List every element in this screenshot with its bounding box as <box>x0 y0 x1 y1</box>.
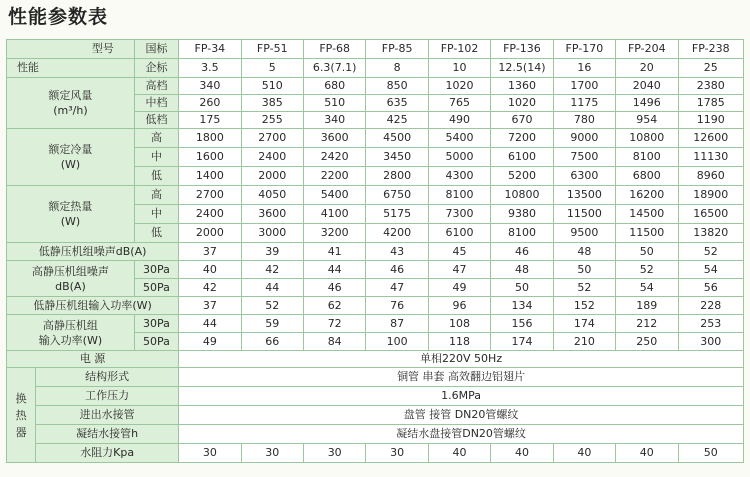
value-cell: 40 <box>428 444 490 463</box>
table-row <box>7 297 744 315</box>
heating-label-line2: (W) <box>60 215 81 228</box>
value-cell: 44 <box>303 261 365 279</box>
value-cell: 7200 <box>491 129 553 148</box>
level-high: 高 <box>134 186 178 205</box>
table-row <box>7 129 744 148</box>
table-row <box>7 59 744 78</box>
value-cell: 134 <box>491 297 553 315</box>
value-cell: 50 <box>678 444 743 463</box>
value-cell: 255 <box>241 112 303 129</box>
power-high-label-line2: 输入功率(W) <box>38 333 103 347</box>
value-cell: 189 <box>616 297 678 315</box>
power-supply-label: 电 源 <box>7 351 179 368</box>
value-cell: 9000 <box>553 129 615 148</box>
value-cell: 13820 <box>678 224 743 243</box>
level-low: 低 <box>134 167 178 186</box>
value-cell: 100 <box>366 333 428 351</box>
value-cell: 6100 <box>491 148 553 167</box>
gb-label: 国标 <box>134 40 178 59</box>
value-cell: 42 <box>241 261 303 279</box>
level-mid: 中 <box>134 148 178 167</box>
value-cell: 9380 <box>491 205 553 224</box>
value-cell: FP-85 <box>366 40 428 59</box>
level-high: 高 <box>134 129 178 148</box>
power-supply-value: 单相220V 50Hz <box>179 351 744 368</box>
pressure-50pa: 50Pa <box>134 279 178 297</box>
value-cell: 12.5(14) <box>491 59 553 78</box>
value-cell: 52 <box>678 243 743 261</box>
value-cell: 250 <box>616 333 678 351</box>
value-cell: 1020 <box>428 78 490 95</box>
value-cell: 13500 <box>553 186 615 205</box>
hx-structure-label: 结构形式 <box>36 368 179 387</box>
pressure-50pa: 50Pa <box>134 333 178 351</box>
value-cell: 40 <box>491 444 553 463</box>
table-row <box>7 387 744 406</box>
value-cell: 46 <box>491 243 553 261</box>
hx-drain-label: 凝结水接管h <box>36 425 179 444</box>
value-cell: 46 <box>303 279 365 297</box>
value-cell: 40 <box>553 444 615 463</box>
value-cell: 44 <box>241 279 303 297</box>
hx-group-text: 换热器 <box>15 391 27 439</box>
value-cell: 2800 <box>366 167 428 186</box>
value-cell: 175 <box>179 112 241 129</box>
value-cell: 228 <box>678 297 743 315</box>
value-cell: 40 <box>179 261 241 279</box>
hx-structure-value: 铜管 串套 高效翻边铝翅片 <box>179 368 744 387</box>
value-cell: 2380 <box>678 78 743 95</box>
hx-pipe-value: 盘管 接管 DN20管螺纹 <box>179 406 744 425</box>
value-cell: 3600 <box>241 205 303 224</box>
value-cell: 1785 <box>678 95 743 112</box>
table-row <box>7 425 744 444</box>
value-cell: 50 <box>553 261 615 279</box>
value-cell: 212 <box>616 315 678 333</box>
value-cell: FP-238 <box>678 40 743 59</box>
value-cell: 2200 <box>303 167 365 186</box>
value-cell: 490 <box>428 112 490 129</box>
value-cell: 16200 <box>616 186 678 205</box>
value-cell: 47 <box>366 279 428 297</box>
value-cell: 3450 <box>366 148 428 167</box>
value-cell: 37 <box>179 243 241 261</box>
value-cell: 11130 <box>678 148 743 167</box>
value-cell: 1600 <box>179 148 241 167</box>
level-mid: 中档 <box>134 95 178 112</box>
level-mid: 中 <box>134 205 178 224</box>
table-row <box>7 368 744 387</box>
noise-low-label: 低静压机组噪声dB(A) <box>7 243 179 261</box>
hx-group-label <box>7 368 36 463</box>
cooling-label-line2: (W) <box>60 158 81 171</box>
value-cell: FP-51 <box>241 40 303 59</box>
pressure-30pa: 30Pa <box>134 315 178 333</box>
value-cell: 49 <box>428 279 490 297</box>
value-cell: 1400 <box>179 167 241 186</box>
qb-label: 企标 <box>134 59 178 78</box>
value-cell: 174 <box>553 315 615 333</box>
value-cell: 12600 <box>678 129 743 148</box>
value-cell: 340 <box>303 112 365 129</box>
value-cell: 30 <box>366 444 428 463</box>
value-cell: 4100 <box>303 205 365 224</box>
noise-high-label-line2: dB(A) <box>55 279 86 293</box>
value-cell: 156 <box>491 315 553 333</box>
value-cell: 96 <box>428 297 490 315</box>
value-cell: 174 <box>491 333 553 351</box>
value-cell: 48 <box>553 243 615 261</box>
value-cell: 9500 <box>553 224 615 243</box>
heating-label-line1: 额定热量 <box>48 200 93 213</box>
value-cell: 1800 <box>179 129 241 148</box>
value-cell: 48 <box>491 261 553 279</box>
value-cell: 59 <box>241 315 303 333</box>
value-cell: 10800 <box>616 129 678 148</box>
value-cell: 6100 <box>428 224 490 243</box>
value-cell: 2400 <box>179 205 241 224</box>
value-cell: 25 <box>678 59 743 78</box>
value-cell: 5200 <box>491 167 553 186</box>
value-cell: 1496 <box>616 95 678 112</box>
performance-table <box>6 39 744 463</box>
value-cell: 42 <box>179 279 241 297</box>
airflow-label <box>7 78 135 129</box>
value-cell: 43 <box>366 243 428 261</box>
value-cell: FP-34 <box>179 40 241 59</box>
value-cell: 6300 <box>553 167 615 186</box>
table-row <box>7 243 744 261</box>
value-cell: 300 <box>678 333 743 351</box>
value-cell: FP-170 <box>553 40 615 59</box>
value-cell: 49 <box>179 333 241 351</box>
value-cell: 30 <box>303 444 365 463</box>
value-cell: FP-136 <box>491 40 553 59</box>
value-cell: 670 <box>491 112 553 129</box>
value-cell: 1175 <box>553 95 615 112</box>
value-cell: 210 <box>553 333 615 351</box>
value-cell: 780 <box>553 112 615 129</box>
value-cell: 260 <box>179 95 241 112</box>
value-cell: 87 <box>366 315 428 333</box>
value-cell: 4300 <box>428 167 490 186</box>
value-cell: FP-68 <box>303 40 365 59</box>
value-cell: 1190 <box>678 112 743 129</box>
value-cell: 5400 <box>428 129 490 148</box>
value-cell: 1360 <box>491 78 553 95</box>
value-cell: 16500 <box>678 205 743 224</box>
value-cell: 2700 <box>241 129 303 148</box>
value-cell: 3.5 <box>179 59 241 78</box>
value-cell: 1700 <box>553 78 615 95</box>
value-cell: 5 <box>241 59 303 78</box>
level-high: 高档 <box>134 78 178 95</box>
value-cell: 39 <box>241 243 303 261</box>
hx-drain-value: 凝结水盘接管DN20管螺纹 <box>179 425 744 444</box>
value-cell: 118 <box>428 333 490 351</box>
value-cell: 56 <box>678 279 743 297</box>
value-cell: 635 <box>366 95 428 112</box>
value-cell: 425 <box>366 112 428 129</box>
value-cell: 385 <box>241 95 303 112</box>
table-row <box>7 351 744 368</box>
value-cell: 6.3(7.1) <box>303 59 365 78</box>
value-cell: 66 <box>241 333 303 351</box>
value-cell: 18900 <box>678 186 743 205</box>
value-cell: 11500 <box>553 205 615 224</box>
value-cell: 52 <box>241 297 303 315</box>
value-cell: FP-204 <box>616 40 678 59</box>
value-cell: 46 <box>366 261 428 279</box>
value-cell: 680 <box>303 78 365 95</box>
value-cell: 4200 <box>366 224 428 243</box>
value-cell: 50 <box>491 279 553 297</box>
value-cell: 510 <box>241 78 303 95</box>
value-cell: FP-102 <box>428 40 490 59</box>
value-cell: 4050 <box>241 186 303 205</box>
value-cell: 76 <box>366 297 428 315</box>
value-cell: 8 <box>366 59 428 78</box>
value-cell: 1020 <box>491 95 553 112</box>
noise-high-label <box>7 261 135 297</box>
value-cell: 6800 <box>616 167 678 186</box>
table-row <box>7 261 744 279</box>
table-row <box>7 406 744 425</box>
noise-high-label-line1: 高静压机组噪声 <box>31 264 109 278</box>
value-cell: 52 <box>553 279 615 297</box>
value-cell: 6750 <box>366 186 428 205</box>
value-cell: 50 <box>616 243 678 261</box>
table-row <box>7 186 744 205</box>
value-cell: 47 <box>428 261 490 279</box>
value-cell: 84 <box>303 333 365 351</box>
value-cell: 5000 <box>428 148 490 167</box>
value-cell: 37 <box>179 297 241 315</box>
value-cell: 62 <box>303 297 365 315</box>
value-cell: 253 <box>678 315 743 333</box>
hx-resist-label: 水阻力Kpa <box>36 444 179 463</box>
value-cell: 2420 <box>303 148 365 167</box>
value-cell: 30 <box>241 444 303 463</box>
cooling-label-line1: 额定冷量 <box>48 143 93 156</box>
page-title: 性能参数表 <box>8 6 109 28</box>
value-cell: 5400 <box>303 186 365 205</box>
value-cell: 3600 <box>303 129 365 148</box>
value-cell: 54 <box>678 261 743 279</box>
value-cell: 5175 <box>366 205 428 224</box>
value-cell: 2700 <box>179 186 241 205</box>
table-row <box>7 315 744 333</box>
table-row <box>7 40 744 59</box>
perf-label-cell: 性能 <box>7 59 135 78</box>
value-cell: 10800 <box>491 186 553 205</box>
value-cell: 72 <box>303 315 365 333</box>
value-cell: 54 <box>616 279 678 297</box>
value-cell: 510 <box>303 95 365 112</box>
value-cell: 2040 <box>616 78 678 95</box>
hx-pressure-value: 1.6MPa <box>179 387 744 406</box>
value-cell: 3200 <box>303 224 365 243</box>
value-cell: 8960 <box>678 167 743 186</box>
value-cell: 7300 <box>428 205 490 224</box>
value-cell: 45 <box>428 243 490 261</box>
table-row <box>7 444 744 463</box>
value-cell: 10 <box>428 59 490 78</box>
value-cell: 7500 <box>553 148 615 167</box>
value-cell: 16 <box>553 59 615 78</box>
value-cell: 14500 <box>616 205 678 224</box>
heating-label <box>7 186 135 243</box>
table-row <box>7 78 744 95</box>
value-cell: 2000 <box>179 224 241 243</box>
model-label-cell: 型号 <box>7 40 135 59</box>
value-cell: 52 <box>616 261 678 279</box>
value-cell: 20 <box>616 59 678 78</box>
level-low: 低档 <box>134 112 178 129</box>
value-cell: 8100 <box>491 224 553 243</box>
value-cell: 765 <box>428 95 490 112</box>
cooling-label <box>7 129 135 186</box>
value-cell: 340 <box>179 78 241 95</box>
power-low-label: 低静压机组输入功率(W) <box>7 297 179 315</box>
power-high-label <box>7 315 135 351</box>
value-cell: 40 <box>616 444 678 463</box>
value-cell: 11500 <box>616 224 678 243</box>
value-cell: 152 <box>553 297 615 315</box>
value-cell: 41 <box>303 243 365 261</box>
value-cell: 2000 <box>241 167 303 186</box>
airflow-label-line1: 额定风量 <box>48 89 93 102</box>
value-cell: 8100 <box>428 186 490 205</box>
hx-pressure-label: 工作压力 <box>36 387 179 406</box>
value-cell: 954 <box>616 112 678 129</box>
value-cell: 850 <box>366 78 428 95</box>
power-high-label-line1: 高静压机组 <box>42 318 98 332</box>
value-cell: 30 <box>179 444 241 463</box>
level-low: 低 <box>134 224 178 243</box>
value-cell: 3000 <box>241 224 303 243</box>
value-cell: 2400 <box>241 148 303 167</box>
hx-pipe-label: 进出水接管 <box>36 406 179 425</box>
value-cell: 4500 <box>366 129 428 148</box>
value-cell: 108 <box>428 315 490 333</box>
pressure-30pa: 30Pa <box>134 261 178 279</box>
airflow-label-line2: (m³/h) <box>53 104 88 117</box>
value-cell: 44 <box>179 315 241 333</box>
value-cell: 8100 <box>616 148 678 167</box>
